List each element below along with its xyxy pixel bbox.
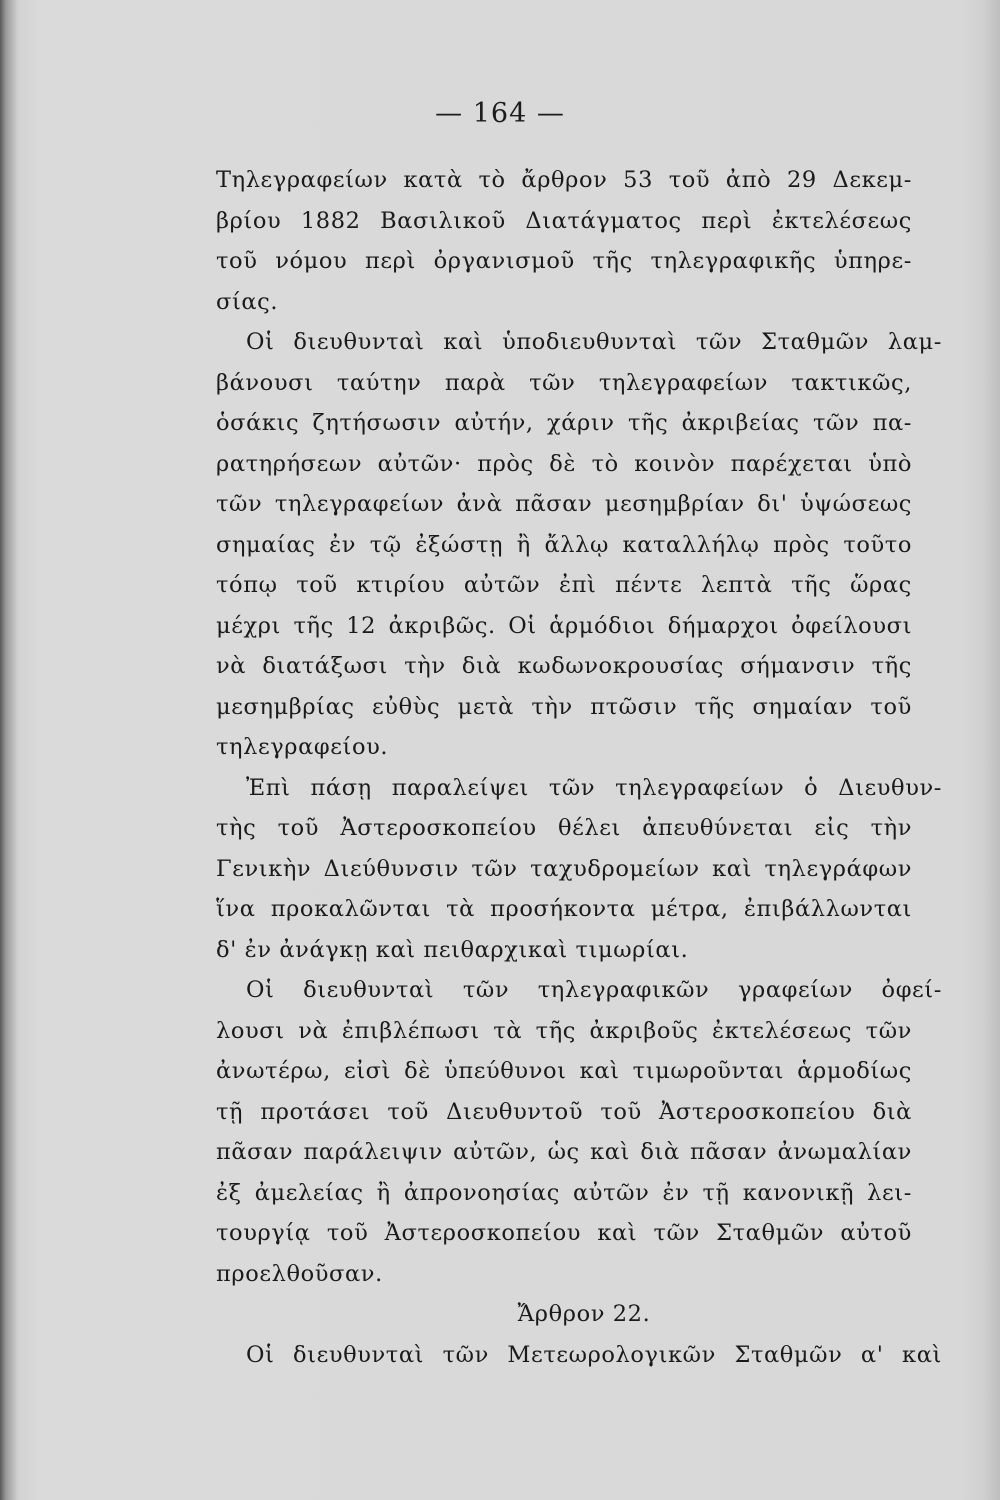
text-line: νὰ διατάξωσι τὴν διὰ κωδωνοκρουσίας σήμανσιν τῆς [216,653,912,679]
text-line: σίας. [216,288,279,315]
text-line: τόπῳ τοῦ κτιρίου αὐτῶν ἐπὶ πέντε λεπτὰ τῆς ὥρας [216,572,912,598]
text-line: ἐξ ἀμελείας ἢ ἀπρονοησίας αὐτῶν ἐν τῇ κανονικῇ λει- [216,1179,912,1206]
text-line: Τηλεγραφείων κατὰ τὸ ἄρθρον 53 τοῦ ἀπὸ 29 Δεκεμ- [216,167,912,193]
text-line: τοῦ νόμου περὶ ὀργανισμοῦ τῆς τηλεγραφικῆς ὑπηρε- [216,248,912,274]
text-line: μεσημβρίας εὐθὺς μετὰ τὴν πτῶσιν τῆς σημαίαν τοῦ [216,693,912,720]
text-line: Οἱ διευθυνταὶ τῶν Μετεωρολογικῶν Σταθμῶν α' καὶ [246,1341,942,1368]
text-line: λουσι νὰ ἐπιβλέπωσι τὰ τῆς ἀκριβοῦς ἐκτελέσεως τῶν [216,1017,912,1044]
text-line: μέχρι τῆς 12 ἀκριβῶς. Οἱ ἁρμόδιοι δήμαρχοι ὀφείλουσι [216,612,912,639]
text-line: σημαίας ἐν τῷ ἐξώστῃ ἢ ἄλλῳ καταλλήλῳ πρὸς τοῦτο [216,531,912,558]
text-line: δ' ἐν ἀνάγκῃ καὶ πειθαρχικαὶ τιμωρίαι. [216,936,689,963]
text-line: Οἱ διευθυνταὶ καὶ ὑποδιευθυνταὶ τῶν Σταθμῶν λαμ- [246,329,942,355]
text-line: ἀνωτέρω, εἰσὶ δὲ ὑπεύθυνοι καὶ τιμωροῦνται ἁρμοδίως [216,1058,912,1084]
text-line: τηλεγραφείου. [216,734,389,760]
text-line: ἵνα προκαλῶνται τὰ προσήκοντα μέτρα, ἐπιβάλλωνται [216,896,912,922]
text-line: προελθοῦσαν. [216,1260,383,1287]
article-heading-text: Ἄρθρον 22. [517,1301,651,1327]
text-line: τῇ προτάσει τοῦ Διευθυντοῦ τοῦ Ἀστεροσκοπείου διὰ [216,1098,912,1125]
page-number: — 164 — [435,98,565,129]
text-line: βρίου 1882 Βασιλικοῦ Διατάγματος περὶ ἐκτελέσεως [216,207,912,234]
text-line: τὴς τοῦ Ἀστεροσκοπείου θέλει ἀπευθύνεται εἰς τὴν [216,815,912,841]
page-body-text [216,160,942,1375]
text-line: Ἐπὶ πάσῃ παραλείψει τῶν τηλεγραφείων ὁ Διευθυν- [246,774,942,801]
article-heading [216,1294,912,1335]
text-line: βάνουσι ταύτην παρὰ τῶν τηλεγραφείων τακτικῶς, [216,369,912,396]
text-line: ρατηρήσεων αὐτῶν· πρὸς δὲ τὸ κοινὸν παρέχεται ὑπὸ [216,450,912,477]
text-line: Γενικὴν Διεύθυνσιν τῶν ταχυδρομείων καὶ τηλεγράφων [216,855,912,882]
text-line: πᾶσαν παράλειψιν αὐτῶν, ὡς καὶ διὰ πᾶσαν ἀνωμαλίαν [216,1139,912,1165]
text-line: ὁσάκις ζητήσωσιν αὐτήν, χάριν τῆς ἀκριβείας τῶν πα- [216,410,912,436]
text-line: Οἱ διευθυνταὶ τῶν τηλεγραφικῶν γραφείων ὀφεί- [246,977,942,1003]
text-line: τουργίᾳ τοῦ Ἀστεροσκοπείου καὶ τῶν Σταθμῶν αὐτοῦ [216,1220,912,1246]
text-line: τῶν τηλεγραφείων ἀνὰ πᾶσαν μεσημβρίαν δι' ὑψώσεως [216,491,912,517]
